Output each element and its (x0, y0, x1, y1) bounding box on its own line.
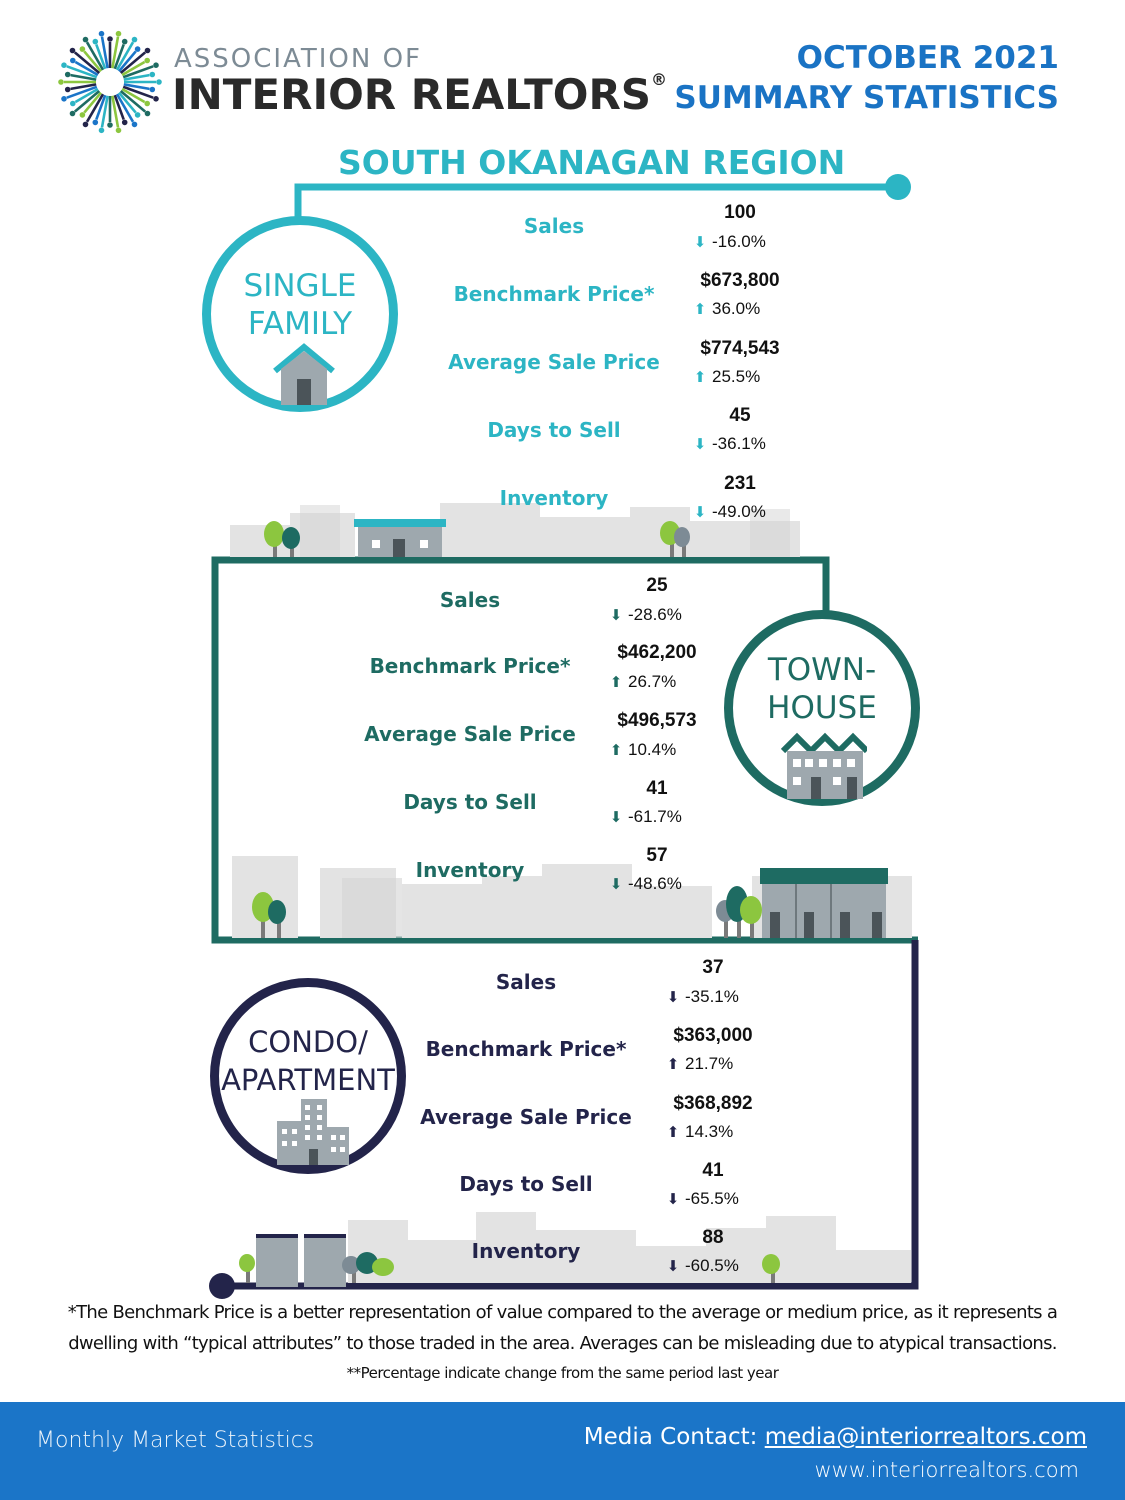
sf-days-value: 45 (729, 405, 751, 426)
down-arrow-icon: ⬇ (609, 876, 623, 893)
th-inventory-value: 57 (646, 845, 668, 866)
benchmark-footnote-line2: dwelling with “typical attributes” to those traded in the area. Averages can be misleading due to atypical transactions. (68, 1333, 1057, 1354)
th-inventory-label: Inventory (415, 858, 525, 882)
th-benchmark-value: $462,200 (617, 642, 697, 663)
th-sales-label: Sales (439, 588, 501, 612)
th-avg-price-change: ⬆ 10.4% (609, 740, 677, 759)
single-family-badge (202, 216, 398, 412)
apartment-building-icon (273, 1099, 353, 1165)
media-contact-email-link[interactable]: media@interiorrealtors.com (764, 1424, 1087, 1450)
down-arrow-icon: ⬇ (666, 989, 680, 1006)
house-icon (269, 343, 339, 405)
sf-inventory-value: 231 (724, 473, 756, 494)
report-subtitle: SUMMARY STATISTICS (674, 80, 1059, 116)
condo-inventory-value: 88 (702, 1227, 724, 1248)
condo-badge (210, 978, 406, 1174)
condo-inventory-label: Inventory (471, 1239, 581, 1263)
sf-benchmark-change: ⬆ 36.0% (693, 299, 761, 318)
condo-benchmark-change: ⬆ 21.7% (666, 1054, 734, 1073)
townhouse-title-line2: HOUSE (767, 690, 877, 726)
th-benchmark-label: Benchmark Price* (369, 654, 571, 678)
sf-sales-change: ⬇ -16.0% (693, 232, 766, 251)
website-link[interactable]: www.interiorrealtors.com (814, 1458, 1079, 1482)
th-avg-price-label: Average Sale Price (364, 722, 576, 746)
condo-days-label: Days to Sell (459, 1172, 593, 1196)
up-arrow-icon: ⬆ (609, 742, 623, 759)
sf-days-label: Days to Sell (487, 418, 621, 442)
condo-sales-value: 37 (702, 957, 724, 978)
logo-text-association: ASSOCIATION OF (174, 44, 422, 74)
media-contact (584, 1424, 1087, 1450)
sf-inventory-label: Inventory (499, 486, 609, 510)
th-days-value: 41 (646, 778, 668, 799)
down-arrow-icon: ⬇ (666, 1191, 680, 1208)
condo-sales-change: ⬇ -35.1% (666, 987, 739, 1006)
footer-tagline: Monthly Market Statistics (36, 1428, 315, 1453)
condo-benchmark-value: $363,000 (673, 1025, 753, 1046)
th-days-label: Days to Sell (403, 790, 537, 814)
th-inventory-change: ⬇ -48.6% (609, 874, 682, 893)
benchmark-footnote-line1: *The Benchmark Price is a better representation of value compared to the average or medium price, as it represents a (67, 1302, 1058, 1323)
sf-days-change: ⬇ -36.1% (693, 434, 766, 453)
townhouse-badge (724, 610, 920, 806)
condo-avg-price-change: ⬆ 14.3% (666, 1122, 734, 1141)
sf-inventory-change: ⬇ -49.0% (693, 502, 766, 521)
media-contact-label: Media Contact: (583, 1424, 765, 1450)
townhouse-icon (781, 729, 867, 799)
up-arrow-icon: ⬆ (666, 1056, 680, 1073)
condo-inventory-change: ⬇ -60.5% (666, 1256, 739, 1275)
region-title: SOUTH OKANAGAN REGION (338, 143, 846, 182)
down-arrow-icon: ⬇ (693, 504, 707, 521)
up-arrow-icon: ⬆ (609, 674, 623, 691)
down-arrow-icon: ⬇ (666, 1258, 680, 1275)
down-arrow-icon: ⬇ (693, 436, 707, 453)
sf-benchmark-value: $673,800 (700, 270, 780, 291)
single-family-title-line1: SINGLE (243, 268, 357, 304)
footer-bar (0, 1402, 1125, 1500)
sf-sales-label: Sales (523, 214, 585, 238)
up-arrow-icon: ⬆ (666, 1124, 680, 1141)
th-benchmark-change: ⬆ 26.7% (609, 672, 677, 691)
townhouse-title-line1: TOWN- (767, 652, 877, 688)
report-month: OCTOBER 2021 (796, 40, 1059, 76)
th-avg-price-value: $496,573 (617, 710, 697, 731)
sf-benchmark-label: Benchmark Price* (453, 282, 655, 306)
sf-avg-price-change: ⬆ 25.5% (693, 367, 761, 386)
condo-avg-price-value: $368,892 (673, 1093, 753, 1114)
sf-sales-value: 100 (724, 202, 756, 223)
condo-benchmark-label: Benchmark Price* (425, 1037, 627, 1061)
up-arrow-icon: ⬆ (693, 301, 707, 318)
condo-title-line1: CONDO/ (248, 1025, 368, 1059)
th-days-change: ⬇ -61.7% (609, 807, 682, 826)
condo-avg-price-label: Average Sale Price (420, 1105, 632, 1129)
down-arrow-icon: ⬇ (609, 607, 623, 624)
th-sales-change: ⬇ -28.6% (609, 605, 682, 624)
up-arrow-icon: ⬆ (693, 369, 707, 386)
th-sales-value: 25 (646, 575, 668, 596)
logo-text-interior-realtors: INTERIOR REALTORS® (172, 70, 668, 119)
single-family-title-line2: FAMILY (247, 306, 353, 342)
condo-title-line2: APARTMENT (221, 1063, 395, 1097)
percentage-footnote: **Percentage indicate change from the same period last year (346, 1364, 779, 1382)
sf-avg-price-label: Average Sale Price (448, 350, 660, 374)
condo-days-value: 41 (702, 1160, 724, 1181)
condo-sales-label: Sales (495, 970, 557, 994)
condo-days-change: ⬇ -65.5% (666, 1189, 739, 1208)
down-arrow-icon: ⬇ (609, 809, 623, 826)
sf-avg-price-value: $774,543 (700, 338, 780, 359)
down-arrow-icon: ⬇ (693, 234, 707, 251)
